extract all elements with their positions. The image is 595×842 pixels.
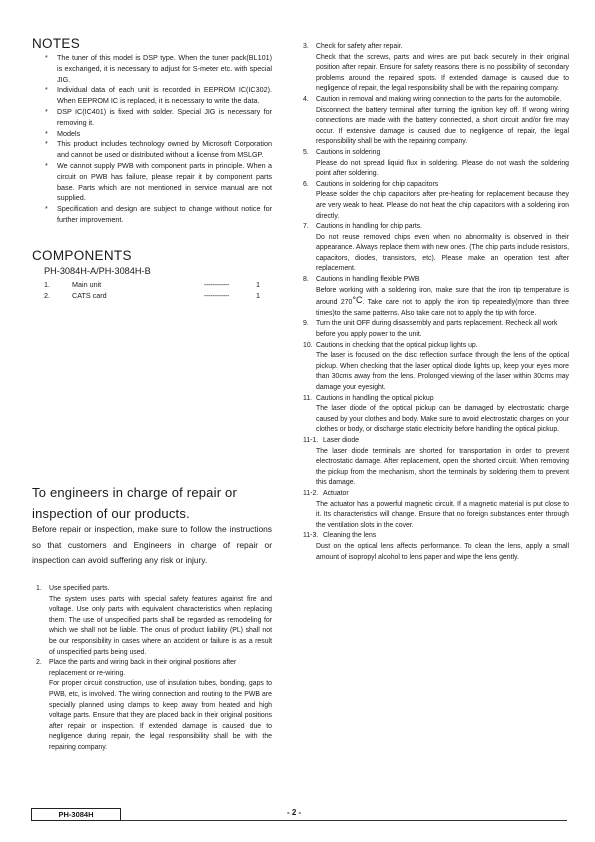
engineers-list bbox=[32, 584, 272, 754]
page-number: - 2 - bbox=[287, 808, 302, 817]
engineers-intro: Before repair or inspection, make sure to follow the instructions so that customers and Engineers in charge of repair or inspection can avoid suffering any risk or injury. bbox=[32, 524, 272, 565]
instruction-item: 1. Use specified parts. The system uses parts with special safety features against fire and voltage. Use only parts with equivalent characteristics when replacing them. The use of unspecified parts shall be regarded as remodeling for which we shall not be liable. The onus of product liability (PL) shall not be our responsibility in cases where an accident or failure is as a result of unspecified parts being used. bbox=[36, 585, 272, 656]
instruction-item: 6. Cautions in soldering for chip capacitors Please solder the chip capacitors after pre-heating for replacement because they are very weak to heat. Please do not heat the chip capacitors with a soldering iron directly. bbox=[303, 180, 569, 220]
instruction-item: 3. Check for safety after repair. Check that the screws, parts and wires are put back securely in their original position after repair. Ensure for safety reasons there is no possibility of secondary problems around the repaired spots. If extended damage is caused due to negligence of repair, the legal responsibility shall be with the repairing company. bbox=[303, 43, 569, 93]
component-row: 1. Main unit ------------ 1 bbox=[44, 279, 260, 289]
instruction-item: 10. Cautions in checking that the optical pickup lights up. The laser is focused on the disc reflection surface through the lens of the optical pickup. When checking that the laser optical diode lights up, keep your eyes more than 30cms away from the lens. Prolonged viewing of the laser within 30cms may damage your eyesight. bbox=[303, 341, 569, 391]
note-item: * Individual data of each unit is recorded in EEPROM IC(IC302). When EEPROM IC is replaced, it is necessary to write the data. bbox=[45, 85, 272, 106]
note-item: * The tuner of this model is DSP type. When the tuner pack(BL101) is exchanged, it is necessary to adjust for S-meter etc. with special JIG. bbox=[45, 53, 272, 84]
instruction-item: 11-2. Actuator The actuator has a powerful magnetic circuit. If a magnetic material is put close to it. Its characteristics will change. Ensure that no foreign substances enter through the ventilation slots in the cover. bbox=[303, 489, 569, 529]
components-title: COMPONENTS bbox=[32, 247, 132, 263]
component-row: 2. CATS card ------------ 1 bbox=[44, 290, 260, 300]
footer-divider bbox=[121, 820, 567, 821]
temperature-unit: °C bbox=[352, 295, 363, 306]
instruction-item: 11. Cautions in handling the optical pickup The laser diode of the optical pickup can be damaged by electrostatic charge caused by your clothes and body. Make sure to avoid electrostatic charges on your clothes or body, or discharge static electricity before handling the optical pickup. bbox=[303, 394, 569, 434]
model-label: PH-3084H bbox=[31, 808, 121, 821]
instruction-item: 5. Cautions in soldering Please do not spread liquid flux in soldering. Please do not wash the soldering point after soldering. bbox=[303, 148, 569, 178]
instruction-item: 11-1. Laser diode The laser diode terminals are shorted for transportation in order to prevent electrostatic damage. After replacement, open the shorted circuit. When removing the pickup from the mechanism, short the terminals by soldering them to prevent this damage. bbox=[303, 436, 569, 487]
note-item: * We cannot supply PWB with component parts in principle. When a circuit on PWB has failure, please repair it by component parts base. Parts which are not mentioned in service manual are not supplied. bbox=[45, 160, 272, 203]
instruction-item: 7. Cautions in handling for chip parts. Do not reuse removed chips even when no abnormality is observed in their appearance. Always replace them with new ones. (The chip parts include resistors, capacitors, diodes, transistors, etc). Please make an operation test after replacement. bbox=[303, 223, 569, 273]
instruction-item: 2. Place the parts and wiring back in their original positions after replacement or re-wiring. For proper circuit construction, use of insulation tubes, bonding, gaps to PWB, etc, is involved. The wiring connection and routing to the PWB are specially planned using clamps to keep away from heated and high voltage parts. Ensure that they are placed back in their original positions after repair or inspection. If extended damage is caused due to negligence during repair, the legal responsibility shall be with the repairing company. bbox=[36, 659, 272, 751]
instruction-item: 9. Turn the unit OFF during disassembly and parts replacement. Recheck all work before you apply power to the unit. bbox=[303, 320, 558, 339]
note-item: * DSP IC(IC401) is fixed with solder. Special JIG is necessary for removing it. bbox=[45, 106, 272, 127]
engineers-title: To engineers in charge of repair or inspection of our products. bbox=[32, 485, 238, 521]
instruction-item: 4. Caution in removal and making wiring connection to the parts for the automobile. Disconnect the battery terminal after turning the ignition key off. If wrong wiring connections are made with the battery connected, a short circuit and/or fire may occur. If extensive damage is caused due to negligence of repair, the legal responsibility shall be with the repairing company. bbox=[303, 95, 569, 146]
right-column bbox=[303, 42, 569, 563]
instruction-item: 8. Cautions in handling flexible PWB Before working with a soldering iron, make sure that the iron tip temperature is around 270°C. Take care not to apply the iron tip repeatedly(more than three times)to the same patterns. Also take care not to apply the tip with force. bbox=[303, 276, 569, 317]
components-subtitle: PH-3084H-A/PH-3084H-B bbox=[44, 265, 151, 276]
notes-title: NOTES bbox=[32, 36, 81, 51]
left-column bbox=[32, 36, 272, 301]
instruction-item: 11-3. Cleaning the lens Dust on the optical lens affects performance. To clean the lens, apply a small amount of isopropyl alcohol to lens paper and wipe the lens gently. bbox=[303, 532, 569, 561]
note-item: * This product includes technology owned by Microsoft Corporation and cannot be used or distributed without a license from MSLGP. bbox=[45, 139, 272, 160]
note-item: * Specification and design are subject to change without notice for further improvement. bbox=[45, 204, 272, 224]
note-item: * Models bbox=[45, 128, 81, 138]
